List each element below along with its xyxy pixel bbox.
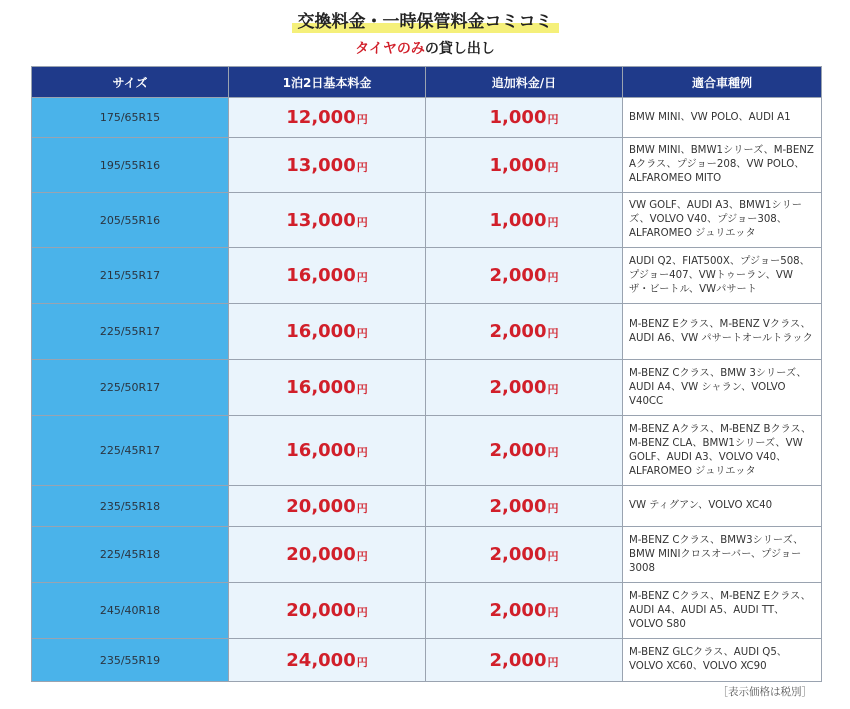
base-price-value: 13,000 [286,154,356,176]
subtitle-accent: タイヤのみ [355,41,425,57]
extra-price-value: 1,000 [489,154,547,176]
extra-price-value: 1,000 [489,209,547,231]
page-title-wrap [0,7,850,33]
currency-unit: 円 [547,606,559,619]
base-price-cell [229,193,426,248]
base-price-value: 16,000 [286,377,356,398]
compatible-cars-cell: BMW MINI、BMW1シリーズ、M-BENZ Aクラス、プジョー208、VW POLO、ALFAROMEO MITO [623,138,822,193]
currency-unit: 円 [356,655,368,669]
header-base-price: 1泊2日基本料金 [229,67,426,98]
currency-unit: 円 [356,550,368,563]
table-row [32,416,822,486]
size-cell: 225/50R17 [32,360,229,416]
extra-price-cell [426,486,623,527]
base-price-cell [229,486,426,527]
base-price-cell [229,583,426,639]
base-price-value: 16,000 [286,265,356,286]
table-row [32,248,822,304]
extra-price-value: 2,000 [489,600,547,621]
table-row [32,138,822,193]
table-header-row [32,67,822,98]
extra-price-value: 1,000 [489,107,547,128]
extra-price-value: 2,000 [489,544,547,565]
extra-price-cell [426,304,623,360]
currency-unit: 円 [356,113,368,126]
compatible-cars-cell: VW ティグアン、VOLVO XC40 [623,486,822,527]
base-price-value: 13,000 [286,209,356,231]
table-row [32,193,822,248]
compatible-cars-cell: M-BENZ Eクラス、M-BENZ Vクラス、AUDI A6、VW パサートオールトラック [623,304,822,360]
currency-unit: 円 [547,271,559,284]
table-row [32,486,822,527]
size-cell: 175/65R15 [32,98,229,138]
price-table [31,66,822,682]
extra-price-cell [426,639,623,682]
extra-price-value: 2,000 [489,495,547,517]
table-row [32,304,822,360]
currency-unit: 円 [547,160,559,174]
extra-price-cell [426,416,623,486]
base-price-value: 20,000 [286,495,356,517]
table-row [32,583,822,639]
base-price-value: 20,000 [286,544,356,565]
base-price-cell [229,360,426,416]
table-row [32,98,822,138]
currency-unit: 円 [356,327,368,340]
compatible-cars-cell: M-BENZ Cクラス、BMW 3シリーズ、AUDI A4、VW シャラン、VOLVO V40CC [623,360,822,416]
size-cell: 235/55R18 [32,486,229,527]
base-price-cell [229,639,426,682]
page-title: 交換料金・一時保管料金コミコミ [292,7,559,33]
header-extra-price: 追加料金/日 [426,67,623,98]
base-price-value: 12,000 [286,107,356,128]
base-price-cell [229,138,426,193]
extra-price-cell [426,527,623,583]
currency-unit: 円 [356,160,368,174]
currency-unit: 円 [547,327,559,340]
extra-price-cell [426,193,623,248]
extra-price-cell [426,98,623,138]
compatible-cars-cell: M-BENZ Cクラス、BMW3シリーズ、BMW MINIクロスオーバー、プジョー3008 [623,527,822,583]
extra-price-value: 2,000 [489,265,547,286]
compatible-cars-cell: BMW MINI、VW POLO、AUDI A1 [623,98,822,138]
size-cell: 245/40R18 [32,583,229,639]
header-compatible-cars: 適合車種例 [623,67,822,98]
currency-unit: 円 [547,383,559,396]
table-row [32,527,822,583]
currency-unit: 円 [356,501,368,515]
compatible-cars-cell: M-BENZ Cクラス、M-BENZ Eクラス、AUDI A4、AUDI A5、AUDI TT、VOLVO S80 [623,583,822,639]
base-price-value: 16,000 [286,321,356,342]
extra-price-value: 2,000 [489,649,547,671]
base-price-value: 24,000 [286,649,356,671]
extra-price-cell [426,583,623,639]
table-row [32,639,822,682]
currency-unit: 円 [547,113,559,126]
base-price-cell [229,304,426,360]
subtitle-rest: の貸し出し [424,41,495,57]
size-cell: 235/55R19 [32,639,229,682]
extra-price-cell [426,248,623,304]
table-row [32,360,822,416]
currency-unit: 円 [356,446,368,459]
base-price-cell [229,248,426,304]
extra-price-value: 2,000 [489,440,547,461]
size-cell: 225/45R17 [32,416,229,486]
extra-price-cell [426,138,623,193]
page-subtitle [0,38,850,58]
currency-unit: 円 [547,655,559,669]
currency-unit: 円 [356,271,368,284]
currency-unit: 円 [547,215,559,229]
base-price-value: 16,000 [286,440,356,461]
currency-unit: 円 [356,383,368,396]
size-cell: 225/45R18 [32,527,229,583]
currency-unit: 円 [547,550,559,563]
currency-unit: 円 [547,446,559,459]
tax-note: ［表示価格は税別］ [717,686,812,698]
base-price-value: 20,000 [286,600,356,621]
compatible-cars-cell: M-BENZ Aクラス、M-BENZ Bクラス、M-BENZ CLA、BMW1シリーズ、VW GOLF、AUDI A3、VOLVO V40、ALFAROMEO ジュリエッタ [623,416,822,486]
base-price-cell [229,416,426,486]
compatible-cars-cell: AUDI Q2、FIAT500X、プジョー508、プジョー407、VWトゥーラン、VW ザ・ビートル、VWパサート [623,248,822,304]
currency-unit: 円 [547,501,559,515]
currency-unit: 円 [356,606,368,619]
size-cell: 205/55R16 [32,193,229,248]
size-cell: 225/55R17 [32,304,229,360]
base-price-cell [229,527,426,583]
currency-unit: 円 [356,215,368,229]
size-cell: 215/55R17 [32,248,229,304]
size-cell: 195/55R16 [32,138,229,193]
extra-price-cell [426,360,623,416]
base-price-cell [229,98,426,138]
extra-price-value: 2,000 [489,377,547,398]
compatible-cars-cell: VW GOLF、AUDI A3、BMW1シリーズ、VOLVO V40、プジョー308、ALFAROMEO ジュリエッタ [623,193,822,248]
header-size: サイズ [32,67,229,98]
extra-price-value: 2,000 [489,321,547,342]
compatible-cars-cell: M-BENZ GLCクラス、AUDI Q5、VOLVO XC60、VOLVO XC90 [623,639,822,682]
